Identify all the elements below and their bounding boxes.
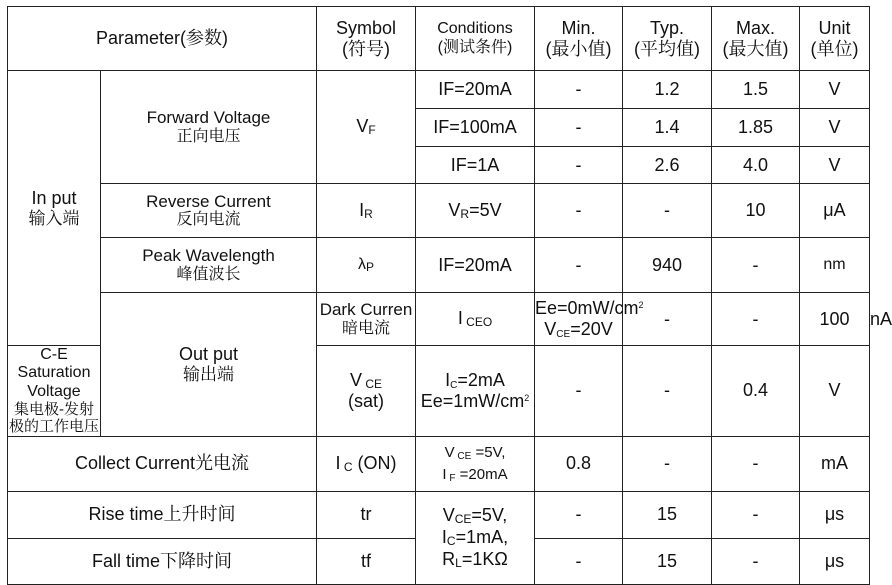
ic-cond2-sub: F [446,472,456,484]
ic-unit: mA [800,436,870,491]
header-conditions-en: Conditions [437,20,513,38]
tr-min: - [535,491,623,538]
ce-saturation-cn: 集电极-发射极的工作电压 [8,401,99,436]
lambda-symbol-main: λ [357,255,366,273]
sw-cond1-sub: CE [454,511,472,526]
fall-time-symbol: tf [317,538,416,584]
reverse-current-symbol [317,184,416,238]
vce-cond1-b: =2mA [457,369,505,390]
vf-typ-1: 1.2 [623,71,712,109]
table-row [8,436,870,491]
ic-cond1-sub: CE [454,450,472,462]
vce-symbol-sub: CE [362,376,383,391]
sw-cond-line1 [416,505,534,527]
reverse-current-label [101,184,317,238]
iceo-cond-line1 [535,297,644,319]
tf-unit: μs [800,538,870,584]
ic-min: 0.8 [535,436,623,491]
header-row [8,7,870,71]
lp-unit: nm [800,238,870,293]
vce-cond-line1 [416,370,534,392]
vf-cond-1: IF=20mA [416,71,535,109]
iceo-cond1-sup: 2 [638,299,644,310]
iceo-symbol-sub: CEO [462,315,493,330]
ic-cond-line2 [416,464,534,486]
lp-max: - [712,238,800,293]
ir-cond-b: =5V [469,199,502,220]
ir-cond-sub: R [460,206,470,221]
lp-cond: IF=20mA [416,238,535,293]
vce-symbol-sat: (sat) [348,391,384,412]
header-conditions-cn: (测试条件) [437,38,513,56]
lambda-symbol-sub: P [365,259,374,274]
sw-cond3-a: R [442,548,456,569]
forward-voltage-en: Forward Voltage [146,108,271,128]
vce-symbol-main: V [349,369,362,390]
header-symbol-cn: (符号) [342,38,390,59]
rise-time-symbol: tr [317,491,416,538]
vf-typ-3: 2.6 [623,147,712,184]
peak-wavelength-cn: 峰值波长 [176,265,241,283]
lp-min: - [535,238,623,293]
ce-saturation-symbol [317,346,416,437]
ic-cond-line1 [416,442,534,464]
reverse-current-cond [416,184,535,238]
vce-min: - [535,346,623,437]
switching-conditions [416,491,535,584]
ic-cond2-a: I [442,465,447,483]
header-symbol-en: Symbol [335,17,397,38]
header-min-cn: (最小值) [545,38,612,59]
header-max-cn: (最大值) [722,38,789,59]
tf-max: - [712,538,800,584]
peak-wavelength-label [101,238,317,293]
input-group-en: In put [31,187,77,208]
ir-unit: μA [800,184,870,238]
forward-voltage-symbol-main: V [356,116,369,137]
ir-min: - [535,184,623,238]
tr-max: - [712,491,800,538]
vf-max-1: 1.5 [712,71,800,109]
collect-current-cond [416,436,535,491]
ic-symbol-sub: C [340,459,353,474]
ic-cond2-b: =20mA [455,465,508,483]
iceo-typ: - [712,293,800,346]
iceo-max: 100 [800,293,870,346]
output-group-en: Out put [178,344,239,365]
iceo-min: - [623,293,712,346]
input-group-label [8,71,101,346]
vf-max-2: 1.85 [712,109,800,147]
vce-cond2-a: Ee=1mW/cm [420,391,525,412]
vce-unit: V [800,346,870,437]
forward-voltage-cn: 正向电压 [176,127,241,145]
vf-min-3: - [535,147,623,184]
sw-cond2-b: =1mA, [455,526,509,547]
peak-wavelength-symbol [317,238,416,293]
ic-max: - [712,436,800,491]
table-row [8,184,870,238]
vf-max-3: 4.0 [712,147,800,184]
tf-min: - [535,538,623,584]
header-typ-cn: (平均值) [634,38,700,59]
ir-cond-a: V [448,199,461,220]
header-typ-en: Typ. [649,17,684,38]
vf-unit-2: V [800,109,870,147]
ir-symbol-sub: R [364,206,373,221]
vce-max: 0.4 [712,346,800,437]
tr-unit: μs [800,491,870,538]
sw-cond1-b: =5V, [471,504,508,525]
header-min [535,7,623,71]
ce-saturation-en: C-E Saturation Voltage [17,346,91,400]
forward-voltage-symbol [317,71,416,184]
vce-typ: - [623,346,712,437]
dark-current-en: Dark Curren [319,300,413,320]
dark-current-cn: 暗电流 [341,319,390,337]
reverse-current-en: Reverse Current [146,191,271,211]
iceo-cond-line2 [535,319,622,341]
header-typ [623,7,712,71]
table-row: Out put 输出端 Dark Curren 暗电流 I CEO $Ee=0mW/cm^2$ VCE=20V - - 100 nA [8,293,870,346]
vf-unit-3: V [800,147,870,184]
peak-wavelength-en: Peak Wavelength [142,246,275,266]
lp-typ: 940 [623,238,712,293]
vf-typ-2: 1.4 [623,109,712,147]
header-max-en: Max. [735,17,775,38]
collect-current-symbol [317,436,416,491]
header-conditions [416,7,535,71]
vf-cond-2: IF=100mA [416,109,535,147]
header-parameter: Parameter(参数) [8,7,317,71]
vf-min-2: - [535,109,623,147]
vce-cond1-a: I [445,369,451,390]
vf-unit-1: V [800,71,870,109]
input-group-cn: 输入端 [28,208,80,228]
ir-max: 10 [712,184,800,238]
vce-symbol-line1 [317,370,415,392]
header-unit-en: Unit [818,17,851,38]
ic-cond1-a: V [444,443,455,461]
header-unit [800,7,870,71]
ic-symbol-on: (ON) [352,452,397,473]
iceo-cond2-a: V [544,318,557,339]
ic-cond1-b: =5V, [471,443,506,461]
header-max [712,7,800,71]
fall-time-label: Fall time下降时间 [8,538,317,584]
header-symbol [317,7,416,71]
sw-cond-line2 [416,527,534,549]
ir-typ: - [623,184,712,238]
ir-symbol-main: I [359,199,365,220]
header-min-en: Min. [561,17,596,38]
ic-typ: - [623,436,712,491]
sw-cond2-a: I [441,526,447,547]
reverse-current-cn: 反向电流 [176,211,241,229]
tr-typ: 15 [623,491,712,538]
rise-time-label: Rise time上升时间 [8,491,317,538]
dark-current-cond [535,293,644,346]
table-row [8,491,870,538]
sw-cond2-sub: C [446,533,456,548]
header-unit-cn: (单位) [810,38,859,59]
electrical-characteristics-table [7,6,892,585]
iceo-cond2-sub: CE [556,328,571,340]
dark-current-label [317,293,416,346]
output-group-label [101,293,317,437]
vf-cond-3: IF=1A [416,147,535,184]
sw-cond1-a: V [442,504,455,525]
forward-voltage-symbol-sub: F [368,123,376,138]
ic-symbol-main: I [335,452,341,473]
iceo-cond2-b: =20V [570,318,613,339]
iceo-symbol-main: I [457,308,463,329]
dark-current-symbol [416,293,535,346]
collect-current-label: Collect Current光电流 [8,436,317,491]
table-row [8,71,870,109]
output-group-cn: 输出端 [183,364,234,384]
sw-cond3-sub: L [455,555,462,570]
vf-min-1: - [535,71,623,109]
vce-cond2-sup: 2 [524,393,530,404]
vce-cond-line2 [416,391,534,412]
ce-saturation-cond [416,346,535,437]
ce-saturation-label [8,346,101,437]
forward-voltage-label [101,71,317,184]
tf-typ: 15 [623,538,712,584]
iceo-cond1-a: Ee=0mW/cm [535,297,639,318]
table-row [8,238,870,293]
sw-cond3-b: =1KΩ [461,548,508,569]
sw-cond-line3 [416,549,534,571]
vce-cond1-sub: C [450,379,458,391]
